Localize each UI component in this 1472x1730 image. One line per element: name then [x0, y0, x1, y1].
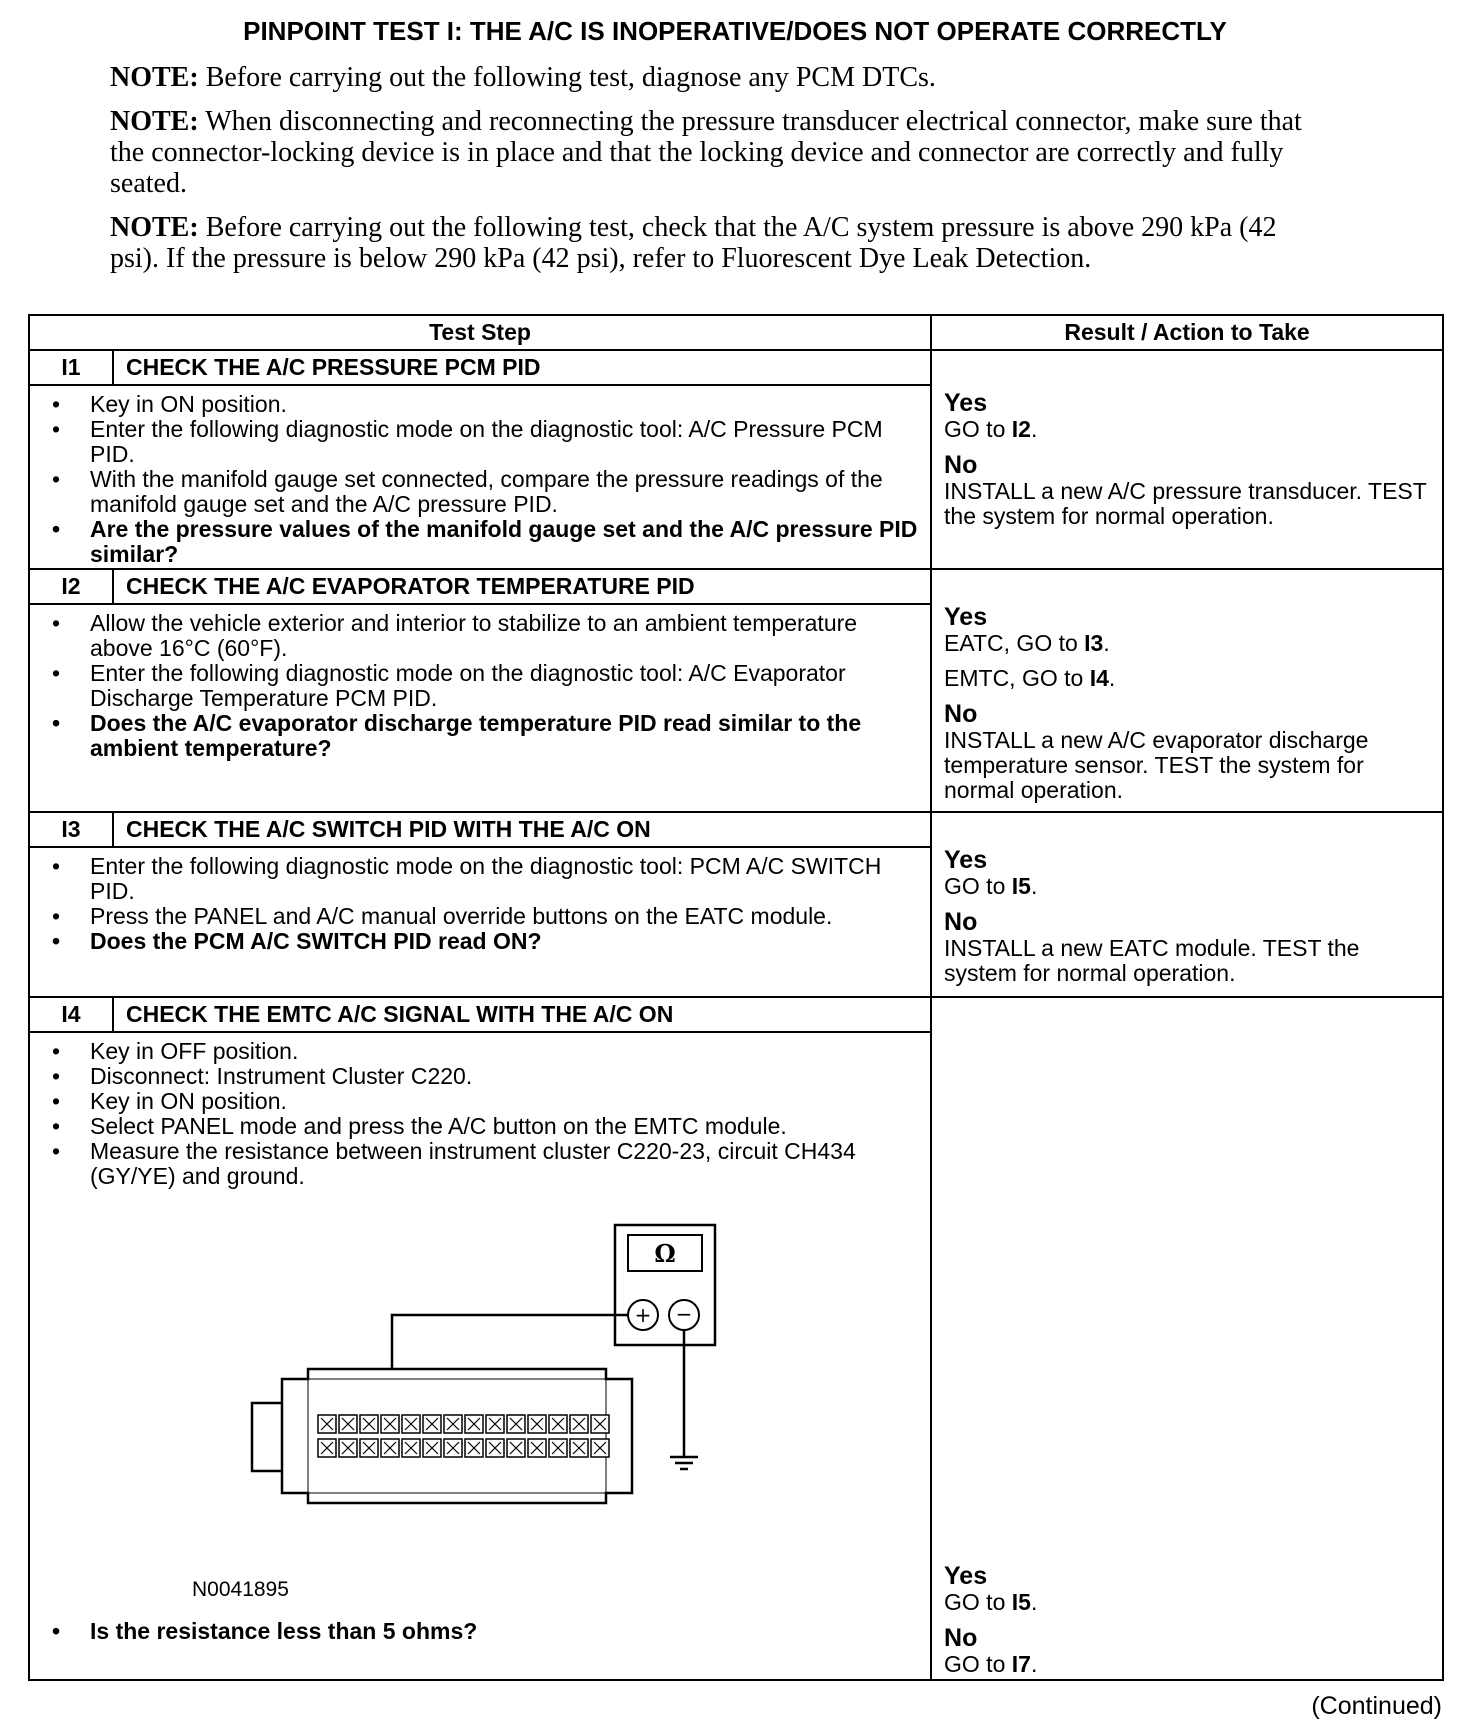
- ohmmeter-diagram-svg: [42, 1189, 832, 1619]
- svg-text:−: −: [675, 1302, 693, 1326]
- list-item: • Key in OFF position.: [42, 1039, 918, 1064]
- list-item: • Select PANEL mode and press the A/C button on the EMTC module.: [42, 1114, 918, 1139]
- list-item: • Enter the following diagnostic mode on the diagnostic tool: PCM A/C SWITCH PID.: [42, 854, 918, 904]
- step-heading: CHECK THE A/C PRESSURE PCM PID: [113, 350, 931, 385]
- step-i1-heading-row: [29, 350, 1443, 385]
- step-question: • Is the resistance less than 5 ohms?: [42, 1619, 918, 1644]
- step-body: [29, 847, 931, 997]
- step-id: I1: [29, 350, 113, 385]
- step-i3-heading-row: [29, 812, 1443, 847]
- list-item: • Allow the vehicle exterior and interior to stabilize to an ambient temperature above 16°C (60°F).: [42, 611, 918, 661]
- step-i1-result: Yes GO to I2. No INSTALL a new A/C pressure transducer. TEST the system for normal operation.: [931, 350, 1443, 569]
- list-item: • Key in ON position.: [42, 1089, 918, 1114]
- ohm-symbol-icon: Ω: [654, 1239, 676, 1268]
- step-question: • Does the PCM A/C SWITCH PID read ON?: [42, 929, 918, 954]
- list-item: • Disconnect: Instrument Cluster C220.: [42, 1064, 918, 1089]
- step-heading: CHECK THE EMTC A/C SIGNAL WITH THE A/C ON: [113, 997, 931, 1032]
- step-i4-result: Yes GO to I5. No GO to I7.: [931, 997, 1443, 1680]
- list-item: • Measure the resistance between instrument cluster C220-23, circuit CH434 (GY/YE) and ground.: [42, 1139, 918, 1189]
- step-question: • Are the pressure values of the manifold gauge set and the A/C pressure PID similar?: [42, 517, 918, 567]
- list-item: • With the manifold gauge set connected, compare the pressure readings of the manifold gauge set and the A/C pressure PID.: [42, 467, 918, 517]
- step-body: [29, 385, 931, 569]
- step-id: I2: [29, 569, 113, 604]
- connector-c220-icon: [252, 1369, 632, 1503]
- continued-label: (Continued): [1311, 1692, 1442, 1720]
- col-header-test-step: Test Step: [29, 315, 931, 350]
- step-body: [29, 604, 931, 812]
- col-header-result: Result / Action to Take: [931, 315, 1443, 350]
- step-id: I4: [29, 997, 113, 1032]
- pinpoint-test-table: [28, 314, 1444, 1681]
- step-i4-heading-row: [29, 997, 1443, 1032]
- figure-id: N0041895: [192, 1578, 289, 1601]
- table-header-row: [29, 315, 1443, 350]
- note-2: NOTE: When disconnecting and reconnecting the pressure transducer electrical connector, make sure that the connector-locking device is in place and that the locking device and connector are correctly and fully seated.: [110, 106, 1302, 199]
- ground-icon: [670, 1457, 698, 1469]
- svg-text:+: +: [634, 1303, 652, 1327]
- note-3: NOTE: Before carrying out the following test, check that the A/C system pressure is above 290 kPa (42 psi). If the pressure is below 290 kPa (42 psi), refer to Fluorescent Dye Leak Detection.: [110, 212, 1277, 274]
- step-id: I3: [29, 812, 113, 847]
- list-item: • Enter the following diagnostic mode on the diagnostic tool: A/C Evaporator Discharge Temperature PCM PID.: [42, 661, 918, 711]
- list-item: • Press the PANEL and A/C manual override buttons on the EATC module.: [42, 904, 918, 929]
- step-heading: CHECK THE A/C EVAPORATOR TEMPERATURE PID: [113, 569, 931, 604]
- step-heading: CHECK THE A/C SWITCH PID WITH THE A/C ON: [113, 812, 931, 847]
- step-body: [29, 1032, 931, 1680]
- step-question: • Does the A/C evaporator discharge temperature PID read similar to the ambient temperature?: [42, 711, 918, 761]
- notes-section: [110, 62, 1310, 287]
- step-i2-heading-row: [29, 569, 1443, 604]
- note-1: NOTE: Before carrying out the following test, diagnose any PCM DTCs.: [110, 62, 936, 93]
- step-i2-result: Yes EATC, GO to I3. EMTC, GO to I4. No INSTALL a new A/C evaporator discharge temperature sensor. TEST the system for normal operation.: [931, 569, 1443, 812]
- list-item: • Key in ON position.: [42, 392, 918, 417]
- step-i3-result: Yes GO to I5. No INSTALL a new EATC module. TEST the system for normal operation.: [931, 812, 1443, 997]
- connector-diagram: [42, 1189, 918, 1619]
- page-title: PINPOINT TEST I: THE A/C IS INOPERATIVE/DOES NOT OPERATE CORRECTLY: [243, 16, 1227, 46]
- list-item: • Enter the following diagnostic mode on the diagnostic tool: A/C Pressure PCM PID.: [42, 417, 918, 467]
